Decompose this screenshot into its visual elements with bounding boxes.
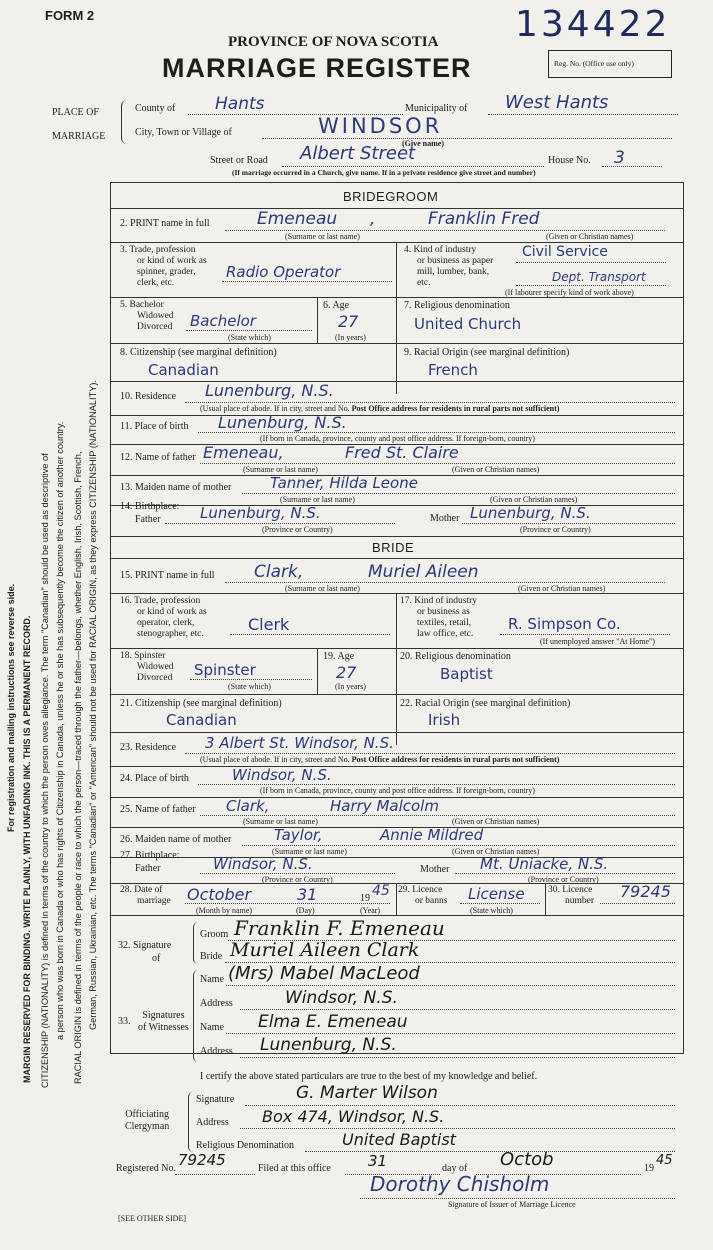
bride-status-l2: Widowed: [137, 662, 174, 672]
street-value: Albert Street: [300, 143, 416, 164]
bride-residence-caption: [200, 755, 559, 764]
groom-status-caption: (State which): [228, 333, 271, 342]
clergy-denomination: United Baptist: [342, 1130, 456, 1149]
groom-racial-value: French: [428, 361, 478, 379]
bride-trade-l2: or kind of work as: [137, 607, 207, 617]
house-label: House No.: [548, 155, 591, 166]
clergy-label: [125, 1109, 169, 1133]
bride-trade-value: Clerk: [248, 615, 290, 634]
bride-father-given: Harry Malcolm: [330, 797, 439, 815]
bride-birthplace-caption: (If born in Canada, province, county and post office address. If foreign-born, country): [260, 786, 535, 795]
groom-age-caption: (In years): [335, 333, 366, 342]
bride-residence-label: 23. Residence: [120, 742, 177, 753]
licence-label: [398, 885, 447, 907]
filed-label: Filed at this office: [258, 1163, 331, 1174]
place-label: [52, 101, 105, 149]
groom-given-caption: (Given or Christian names): [546, 232, 634, 241]
day-of-label: day of: [442, 1163, 468, 1174]
county-value: Hants: [215, 94, 265, 114]
witness-l2: of Witnesses: [138, 1022, 189, 1033]
groom-age-label: 6. Age: [323, 300, 350, 311]
groom-industry-l2: or business as paper: [417, 256, 494, 266]
bride-industry-label: [400, 596, 477, 640]
bride-racial-label: 22. Racial Origin (see marginal definition): [400, 698, 571, 709]
margin-line-1: For registration and mailing instructions see reverse side.: [6, 583, 16, 832]
residence-caption-text: (Usual place of abode. If in city, street and No.: [200, 404, 350, 413]
groom-mother-surname-caption: (Surname or last name): [280, 495, 355, 504]
bride-status-l1: 18. Spinster: [120, 651, 166, 661]
religious-denom-label: Religious Denomination: [196, 1140, 295, 1151]
groom-religion-label: 7. Religious denomination: [404, 300, 510, 311]
bride-industry-l4: law office, etc.: [417, 629, 474, 639]
filed-year-prefix: 19: [644, 1163, 654, 1174]
witness1-name: (Mrs) Mabel MacLeod: [228, 963, 420, 984]
groom-trade-label: [120, 245, 207, 289]
signature-l2: of: [152, 953, 161, 964]
bride-mother-label: 26. Maiden name of mother: [120, 834, 232, 845]
witness1-address: Windsor, N.S.: [285, 988, 398, 1008]
marriage-year-prefix: 19: [360, 893, 370, 904]
reg-no-box: [548, 50, 672, 78]
groom-comma: ,: [370, 209, 376, 229]
groom-industry-l4: etc.: [417, 278, 431, 288]
groom-mother-value: Tanner, Hilda Leone: [270, 474, 418, 492]
marriage-day: 31: [297, 885, 318, 904]
bride-trade-l4: stenographer, etc.: [137, 629, 204, 639]
bride-religion-label: 20. Religious denomination: [400, 651, 511, 662]
groom-father-bp-label: Father: [135, 514, 161, 525]
margin-line-6: German, Russian, Ukrainian, etc. The terms "Canadian" or "American" should not be used for RACIAL ORIGIN, as they express CITIZENSHIP (NATIONALITY).: [88, 380, 98, 1030]
witness-l1: Signatures: [142, 1010, 185, 1021]
groom-parents-birthplace-l1: 14. Birthplace:: [120, 501, 180, 512]
signature-label: [118, 939, 171, 965]
bride-parents-birthplace-l1: 27. Birthplace:: [120, 850, 180, 861]
give-name-caption: (Give name): [402, 139, 444, 148]
witness-brace: [193, 970, 200, 1062]
certification-text: I certify the above stated particulars are true to the best of my knowledge and belief.: [200, 1071, 538, 1082]
marriage-date-l1: 28. Date of: [120, 885, 163, 895]
groom-status-l2: Widowed: [137, 311, 174, 321]
groom-racial-label: 9. Racial Origin (see marginal definition): [404, 347, 570, 358]
bride-name-label: 15. PRINT name in full: [120, 570, 215, 581]
bride-religion-value: Baptist: [440, 665, 493, 683]
page-title: MARRIAGE REGISTER: [162, 53, 472, 83]
w1-name-label: Name: [200, 974, 224, 985]
witness2-name: Elma E. Emeneau: [258, 1012, 408, 1032]
bride-age-value: 27: [336, 663, 357, 682]
groom-mother-bp-caption: (Province or Country): [520, 525, 591, 534]
clergy-signature: G. Marter Wilson: [296, 1083, 438, 1103]
signature-brace: [193, 922, 200, 964]
bride-trade-l1: 16. Trade, profession: [120, 596, 201, 606]
w2-address-label: Address: [200, 1046, 233, 1057]
bride-status-value: Spinster: [194, 661, 256, 679]
groom-father-label: 12. Name of father: [120, 452, 196, 463]
groom-mother-label: 13. Maiden name of mother: [120, 482, 232, 493]
bride-industry-l3: textiles, retail,: [417, 618, 472, 628]
clergy-l1: Officiating: [125, 1109, 169, 1120]
filed-day: 31: [368, 1152, 388, 1170]
licence-caption: (State which): [470, 906, 513, 915]
groom-surname-caption: (Surname or last name): [285, 232, 360, 241]
groom-trade-value: Radio Operator: [226, 263, 341, 281]
bride-sig-label: Bride: [200, 951, 223, 962]
bride-signature: Muriel Aileen Clark: [230, 939, 420, 961]
bride-heading: BRIDE: [372, 540, 415, 555]
registered-no: 79245: [178, 1151, 226, 1169]
bride-mother-bp-label: Mother: [420, 864, 450, 875]
municipality-value: West Hants: [505, 92, 609, 113]
groom-father-given-caption: (Given or Christian names): [452, 465, 540, 474]
bride-father-given-caption: (Given or Christian names): [452, 817, 540, 826]
groom-trade-l3: spinner, grader,: [137, 267, 196, 277]
bride-industry-l1: 17. Kind of industry: [400, 596, 478, 606]
groom-mother-birthplace: Lunenburg, N.S.: [470, 504, 591, 522]
groom-mother-bp-label: Mother: [430, 513, 460, 524]
groom-father-surname: Emeneau,: [203, 443, 284, 462]
groom-father-surname-caption: (Surname or last name): [243, 465, 318, 474]
bride-racial-value: Irish: [428, 711, 461, 729]
clergy-address: Box 474, Windsor, N.S.: [262, 1107, 445, 1126]
groom-birthplace-label: 11. Place of birth: [120, 421, 189, 432]
county-label: County of: [135, 103, 176, 114]
bride-surname: Clark,: [254, 562, 304, 582]
registered-no-label: Registered No.: [116, 1163, 176, 1174]
groom-mother-given-caption: (Given or Christian names): [490, 495, 578, 504]
bride-status-l3: Divorced: [137, 673, 173, 683]
marriage-date-l2: marriage: [137, 896, 171, 906]
groom-industry-value-2: Dept. Transport: [552, 270, 646, 284]
groom-residence-label: 10. Residence: [120, 391, 177, 402]
groom-industry-l1: 4. Kind of industry: [404, 245, 477, 255]
clergy-brace: [188, 1092, 195, 1152]
groom-industry-l3: mill, lumber, bank,: [417, 267, 490, 277]
bride-birthplace-label: 24. Place of birth: [120, 773, 189, 784]
place-label-line1: PLACE OF: [52, 107, 99, 118]
licence-l1: 29. Licence: [398, 885, 443, 895]
clergy-address-label: Address: [196, 1117, 229, 1128]
bride-industry-l2: or business as: [417, 607, 470, 617]
licence-value: License: [468, 885, 525, 903]
groom-status-label: [120, 300, 174, 333]
bride-father-birthplace: Windsor, N.S.: [213, 855, 313, 873]
issuer-signature: Dorothy Chisholm: [370, 1172, 550, 1196]
witness2-address: Lunenburg, N.S.: [260, 1035, 397, 1055]
groom-father-given: Fred St. Claire: [345, 443, 459, 462]
bride-status-label: [120, 651, 174, 684]
bride-father-surname-caption: (Surname or last name): [243, 817, 318, 826]
groom-residence-caption: [200, 404, 559, 413]
bride-age-caption: (In years): [335, 682, 366, 691]
reg-no-label: Reg. No. (Office use only): [554, 59, 634, 68]
bride-father-surname: Clark,: [226, 797, 270, 815]
groom-signature: Franklin F. Emeneau: [234, 916, 445, 940]
day-caption: (Day): [296, 906, 315, 915]
place-note: (If marriage occurred in a Church, give name. If in a private residence give street and number): [232, 168, 536, 177]
marriage-month: October: [187, 885, 252, 904]
margin-line-4: a person who was born in Canada or who has rights of Citizenship in Canada, unless he or she has subsequently become the citizen of another country.: [55, 421, 65, 1040]
clergy-l2: Clergyman: [125, 1121, 170, 1132]
margin-line-5: RACIAL ORIGIN is defined in terms of the people or race to which the person—traced through the father—belongs, whether English, Irish, Scottish, French,: [73, 451, 83, 1084]
groom-father-birthplace: Lunenburg, N.S.: [200, 504, 321, 522]
bride-father-label: 25. Name of father: [120, 804, 196, 815]
signature-l1: 32. Signature: [118, 940, 172, 951]
w1-address-label: Address: [200, 998, 233, 1009]
groom-industry-value-1: Civil Service: [522, 244, 608, 260]
bride-mother-given-caption: (Given or Christian names): [452, 847, 540, 856]
bride-mother-surname: Taylor,: [274, 826, 323, 844]
groom-trade-l1: 3. Trade, profession: [120, 245, 196, 255]
groom-trade-l4: clerk, etc.: [137, 278, 175, 288]
licence-number-value: 79245: [620, 882, 671, 901]
witness-number: 33.: [118, 1016, 131, 1027]
bride-father-bp-label: Father: [135, 863, 161, 874]
marriage-year: 45: [372, 883, 390, 899]
marriage-date-label: [120, 885, 171, 907]
place-label-line2: MARRIAGE: [52, 131, 106, 142]
groom-age-value: 27: [338, 312, 359, 331]
bride-trade-label: [120, 596, 207, 640]
margin-line-3: CITIZENSHIP (NATIONALITY) is defined in terms of the country to which the person owes allegiance. The term "Canadian" should be used as descriptive of: [40, 453, 50, 1088]
groom-residence-value: Lunenburg, N.S.: [205, 381, 334, 400]
form-number: FORM 2: [45, 8, 95, 23]
bride-mother-bp-caption: (Province or Country): [528, 875, 599, 884]
groom-name-label: [120, 218, 210, 229]
bride-residence-caption-text: (Usual place of abode. If in city, street and No.: [200, 755, 350, 764]
bride-citizenship-label: 21. Citizenship (see marginal definition): [120, 698, 282, 709]
bride-surname-caption: (Surname or last name): [285, 584, 360, 593]
w2-name-label: Name: [200, 1022, 224, 1033]
groom-given: Franklin Fred: [428, 209, 540, 229]
groom-citizenship-value: Canadian: [148, 361, 219, 379]
bride-father-bp-caption: (Province or Country): [262, 875, 333, 884]
bride-residence-value: 3 Albert St. Windsor, N.S.: [205, 734, 394, 752]
year-caption: (Year): [360, 906, 381, 915]
groom-father-bp-caption: (Province or Country): [262, 525, 333, 534]
bride-given: Muriel Aileen: [368, 562, 479, 582]
bride-citizenship-value: Canadian: [166, 711, 237, 729]
city-value: WINDSOR: [318, 114, 443, 138]
bride-industry-note: (If unemployed answer "At Home"): [540, 637, 655, 646]
bride-industry-value: R. Simpson Co.: [508, 615, 621, 633]
bridegroom-heading: BRIDEGROOM: [343, 189, 439, 204]
municipality-label: Municipality of: [405, 103, 468, 114]
bride-parents-birthplace-label: [120, 849, 179, 875]
bride-age-label: 19. Age: [323, 651, 355, 662]
groom-trade-l2: or kind of work as: [137, 256, 207, 266]
groom-status-l3: Divorced: [137, 322, 173, 332]
groom-birthplace-caption: (If born in Canada, province, county and post office address. If foreign-born, country): [260, 434, 535, 443]
groom-sig-label: Groom: [200, 929, 229, 940]
clergy-signature-label: Signature: [196, 1094, 235, 1105]
bride-mother-surname-caption: (Surname or last name): [272, 847, 347, 856]
place-brace: [121, 100, 130, 144]
groom-birthplace-value: Lunenburg, N.S.: [218, 413, 347, 432]
groom-citizenship-label: 8. Citizenship (see marginal definition): [120, 347, 277, 358]
city-label: City, Town or Village of: [135, 127, 232, 138]
bride-trade-l3: operator, clerk,: [137, 618, 195, 628]
groom-industry-label: [404, 245, 493, 289]
house-value: 3: [614, 148, 625, 168]
licence-number-label: [548, 885, 594, 907]
filed-month: Octob: [500, 1149, 554, 1170]
bride-mother-given: Annie Mildred: [380, 826, 484, 844]
month-caption: (Month by name): [196, 906, 252, 915]
bride-residence-caption-bold: Post Office address for residents in rural parts not sufficient): [351, 755, 560, 764]
licence-number-l2: number: [565, 896, 595, 906]
province-heading: PROVINCE OF NOVA SCOTIA: [228, 34, 439, 50]
groom-surname: Emeneau: [257, 209, 338, 229]
issuer-caption: Signature of Issuer of Marriage Licence: [448, 1200, 576, 1209]
groom-industry-note: (If labourer specify kind of work above): [505, 288, 634, 297]
bride-mother-birthplace: Mt. Uniacke, N.S.: [480, 855, 609, 873]
groom-status-value: Bachelor: [190, 312, 256, 330]
bride-birthplace-value: Windsor, N.S.: [232, 766, 332, 784]
bride-status-caption: (State which): [228, 682, 271, 691]
bride-given-caption: (Given or Christian names): [518, 584, 606, 593]
licence-number-l1: 30. Licence: [548, 885, 593, 895]
licence-l2: or banns: [415, 896, 448, 906]
filed-year: 45: [656, 1153, 673, 1168]
margin-line-2: MARGIN RESERVED FOR BINDING. WRITE PLAINLY, WITH UNFADING INK. THIS IS A PERMANENT RECORD.: [22, 615, 32, 1083]
witness-label: [138, 1010, 189, 1034]
see-other-side: [SEE OTHER SIDE]: [118, 1214, 186, 1223]
groom-religion-value: United Church: [414, 315, 522, 333]
groom-status-l1: 5. Bachelor: [120, 300, 164, 310]
groom-name-label-text: 2. PRINT name in full: [120, 218, 210, 229]
street-label: Street or Road: [210, 155, 268, 166]
registration-number: 134422: [515, 4, 671, 45]
residence-caption-bold: Post Office address for residents in rural parts not sufficient): [351, 404, 560, 413]
